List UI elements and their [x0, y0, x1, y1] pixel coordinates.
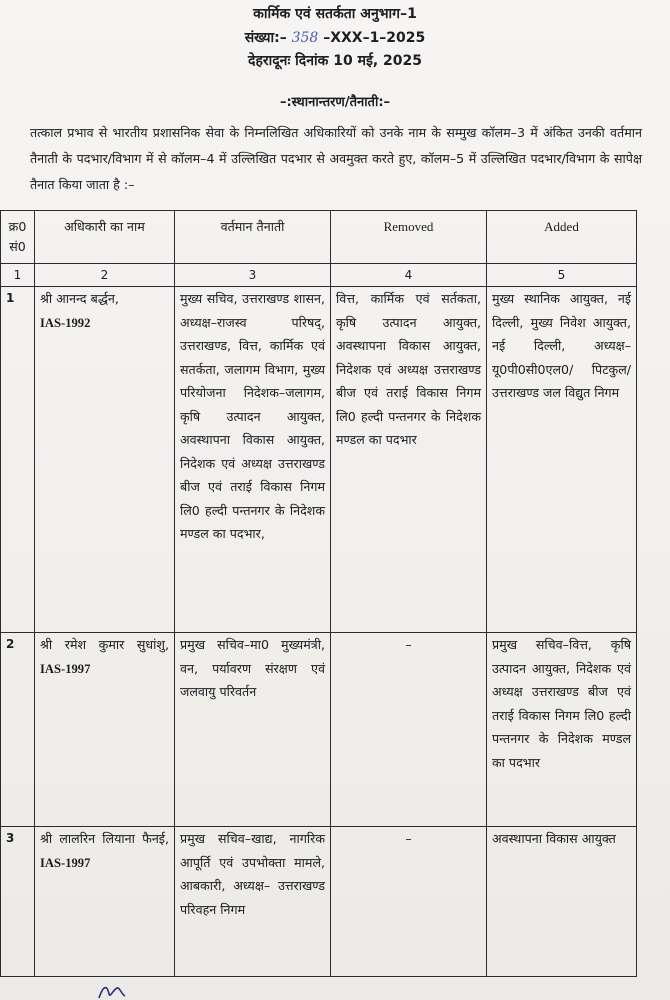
- column-number: 5: [487, 264, 637, 287]
- row-officer-name: [35, 287, 175, 633]
- row-officer-name: [35, 827, 175, 977]
- row-added: प्रमुख सचिव–वित्त, कृषि उत्पादन आयुक्त, निदेशक एवं अध्यक्ष उत्तराखण्ड बीज एवं तराई विकास निगम लि0 हल्दी पन्तनगर के निदेशक मण्डल का पदभार: [487, 633, 637, 827]
- table-row: [1, 633, 637, 827]
- row-sn: 3: [1, 827, 35, 977]
- order-number: [0, 28, 670, 47]
- row-officer-name: [35, 633, 175, 827]
- table-row: [1, 287, 637, 633]
- officer-name: श्री लालरिन लियाना फैनई,: [40, 831, 169, 846]
- column-number: 3: [175, 264, 331, 287]
- intro-paragraph: तत्काल प्रभाव से भारतीय प्रशासनिक सेवा के निम्नलिखित अधिकारियों को उनके नाम के सम्मुख कॉलम–3 में अंकित उनकी वर्तमान तैनाती के पदभार/विभाग में से कॉलम–4 में उल्लिखित पदभार से अवमुक्त करते हुए, कॉलम–5 में उल्लिखित पदभार/विभाग के सापेक्ष तैनात किया जाता है :–: [30, 125, 642, 192]
- row-removed: –: [331, 827, 487, 977]
- header-current: वर्तमान तैनाती: [175, 211, 331, 264]
- row-removed: वित्त, कार्मिक एवं सर्तकता, कृषि उत्पादन आयुक्त, अवस्थापना विकास आयुक्त, निदेशक एवं अध्यक्ष उत्तराखण्ड बीज एवं तराई विकास निगम लि0 हल्दी पन्तनगर के निदेशक मण्डल का पदभार: [331, 287, 487, 633]
- column-number: 2: [35, 264, 175, 287]
- header-removed: Removed: [331, 211, 487, 264]
- officer-cadre: IAS-1992: [40, 315, 91, 330]
- column-number: 1: [1, 264, 35, 287]
- officer-name: श्री रमेश कुमार सुधांशु,: [40, 637, 169, 652]
- signature-mark: [95, 982, 135, 1000]
- table-row: [1, 827, 637, 977]
- row-added: मुख्य स्थानिक आयुक्त, नई दिल्ली, मुख्य निवेश आयुक्त, नई दिल्ली, अध्यक्ष– यू0पी0सी0एल0/ पिटकुल/उत्तराखण्ड जल विद्युत निगम: [487, 287, 637, 633]
- order-number-suffix: –XXX–1–2025: [323, 30, 426, 46]
- row-current-posting: मुख्य सचिव, उत्तराखण्ड शासन, अध्यक्ष–राजस्व परिषद्, उत्तराखण्ड, वित्त, कार्मिक एवं सतर्कता, जलागम विभाग, मुख्य परियोजना निदेशक–जलागम, कृषि उत्पादन आयुक्त, अवस्थापना विकास आयुक्त, निदेशक एवं अध्यक्ष उत्तराखण्ड बीज एवं तराई विकास निगम लि0 हल्दी पन्तनगर के निदेशक मण्डल का पदभार,: [175, 287, 331, 633]
- row-sn: 2: [1, 633, 35, 827]
- row-removed: –: [331, 633, 487, 827]
- header-added: Added: [487, 211, 637, 264]
- department-heading: कार्मिक एवं सतर्कता अनुभाग–1: [253, 6, 417, 22]
- place-date: देहरादूनः दिनांक 10 मई, 2025: [248, 53, 422, 69]
- officer-name: श्री आनन्द बर्द्धन,: [40, 291, 119, 306]
- column-number-row: [1, 264, 637, 287]
- header-name: अधिकारी का नाम: [35, 211, 175, 264]
- row-current-posting: प्रमुख सचिव–मा0 मुख्यमंत्री, वन, पर्यावरण संरक्षण एवं जलवायु परिवर्तन: [175, 633, 331, 827]
- table-header-row: [1, 211, 637, 264]
- transfer-table: [0, 210, 637, 977]
- column-number: 4: [331, 264, 487, 287]
- order-number-label: संख्या:–: [244, 30, 287, 46]
- row-current-posting: प्रमुख सचिव–खाद्य, नागरिक आपूर्ति एवं उपभोक्ता मामले, आबकारी, अध्यक्ष– उत्तराखण्ड परिवहन निगम: [175, 827, 331, 977]
- row-sn: 1: [1, 287, 35, 633]
- row-added: अवस्थापना विकास आयुक्त: [487, 827, 637, 977]
- officer-cadre: IAS-1997: [40, 855, 91, 870]
- officer-cadre: IAS-1997: [40, 661, 91, 676]
- subject-line: –:स्थानान्तरण/तैनाती:–: [279, 95, 391, 110]
- order-number-handwritten: 358: [291, 30, 319, 46]
- header-sn: क्र0 सं0: [1, 211, 35, 264]
